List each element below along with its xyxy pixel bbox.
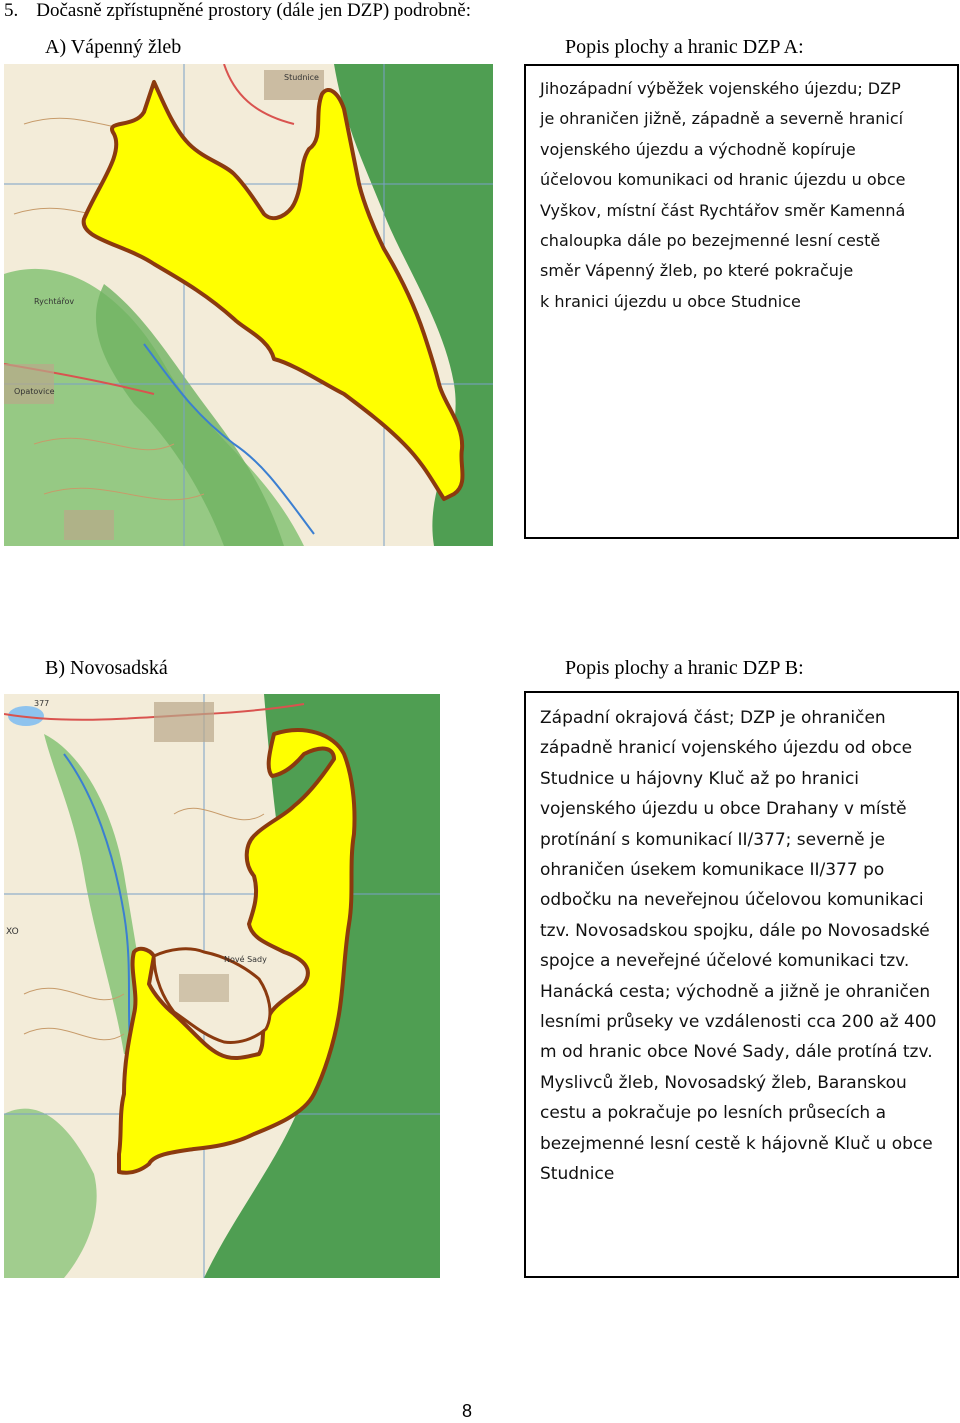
map-b-graphic xyxy=(4,694,440,1278)
description-line: Západní okrajová část; DZP je ohraničen xyxy=(540,708,886,728)
map-a-graphic xyxy=(4,64,493,546)
description-line: západně hranicí vojenského újezdu od obce xyxy=(540,738,913,759)
description-line: Jihozápadní výběžek vojenského újezdu; DZP xyxy=(540,79,901,98)
description-line: protínání s komunikací II/377; severně je xyxy=(540,829,886,850)
description-line: je ohraničen jižně, západně a severně hranicí xyxy=(540,109,904,129)
map-a xyxy=(4,64,493,546)
section-a-label: A) Vápenný žleb xyxy=(45,36,182,58)
section-a-description xyxy=(540,74,905,317)
description-line: Studnice xyxy=(540,1164,615,1185)
description-line: m od hranic obce Nové Sady, dále protíná tzv. xyxy=(540,1042,933,1063)
description-line: účelovou komunikaci od hranic újezdu u obce xyxy=(540,170,906,190)
page-number: 8 xyxy=(462,1401,473,1421)
description-line: bezejmenné lesní cestě k hájovně Kluč u obce xyxy=(540,1133,933,1154)
section-b-description xyxy=(540,703,936,1190)
description-line: chaloupka dále po bezejmenné lesní cestě xyxy=(540,231,881,251)
description-line: Hanácká cesta; východně a jižně je ohraničen xyxy=(540,981,931,1002)
description-line: Studnice u hájovny Kluč až po hranici xyxy=(540,768,860,789)
map-b xyxy=(4,694,440,1278)
description-line: k hranici újezdu u obce Studnice xyxy=(540,291,801,311)
section-heading xyxy=(4,0,471,22)
heading-number: 5. xyxy=(4,0,19,21)
description-line: tzv. Novosadskou spojku, dále po Novosadské xyxy=(540,920,930,941)
description-line: cestu a pokračuje po lesních průsecích a xyxy=(540,1103,887,1124)
heading-text: Dočasně zpřístupněné prostory (dále jen DZP) podrobně: xyxy=(36,0,472,21)
section-b-description-box xyxy=(524,691,959,1278)
description-line: spojce a neveřejné účelové komunikaci tzv. xyxy=(540,951,910,972)
map-a-label-1: Studnice xyxy=(284,73,319,82)
description-line: směr Vápenný žleb, po které pokračuje xyxy=(540,261,854,281)
description-line: Myslivců žleb, Novosadský žleb, Baranskou xyxy=(540,1072,907,1093)
description-line: lesními průseky ve vzdálenosti cca 200 až 400 xyxy=(540,1012,937,1033)
section-b-label: B) Novosadská xyxy=(45,657,168,679)
section-a-description-box xyxy=(524,64,959,539)
description-line: vojenského újezdu u obce Drahany v místě xyxy=(540,799,907,820)
map-b-label-1: 377 xyxy=(34,699,50,708)
description-line: vojenského újezdu a východně kopíruje xyxy=(540,139,856,159)
section-b-desc-title: Popis plochy a hranic DZP B: xyxy=(565,657,804,679)
map-b-label-2: Nové Sady xyxy=(224,955,267,964)
description-line: ohraničen úsekem komunikace II/377 po xyxy=(540,860,885,881)
description-line: odbočku na neveřejnou účelovou komunikaci xyxy=(540,890,924,911)
description-line: Vyškov, místní část Rychtářov směr Kamenná xyxy=(540,200,906,220)
map-a-label-2: Rychtářov xyxy=(34,297,75,306)
map-a-label-3: Opatovice xyxy=(14,387,55,396)
section-a-desc-title: Popis plochy a hranic DZP A: xyxy=(565,36,804,58)
map-b-label-3: XO xyxy=(6,927,19,937)
